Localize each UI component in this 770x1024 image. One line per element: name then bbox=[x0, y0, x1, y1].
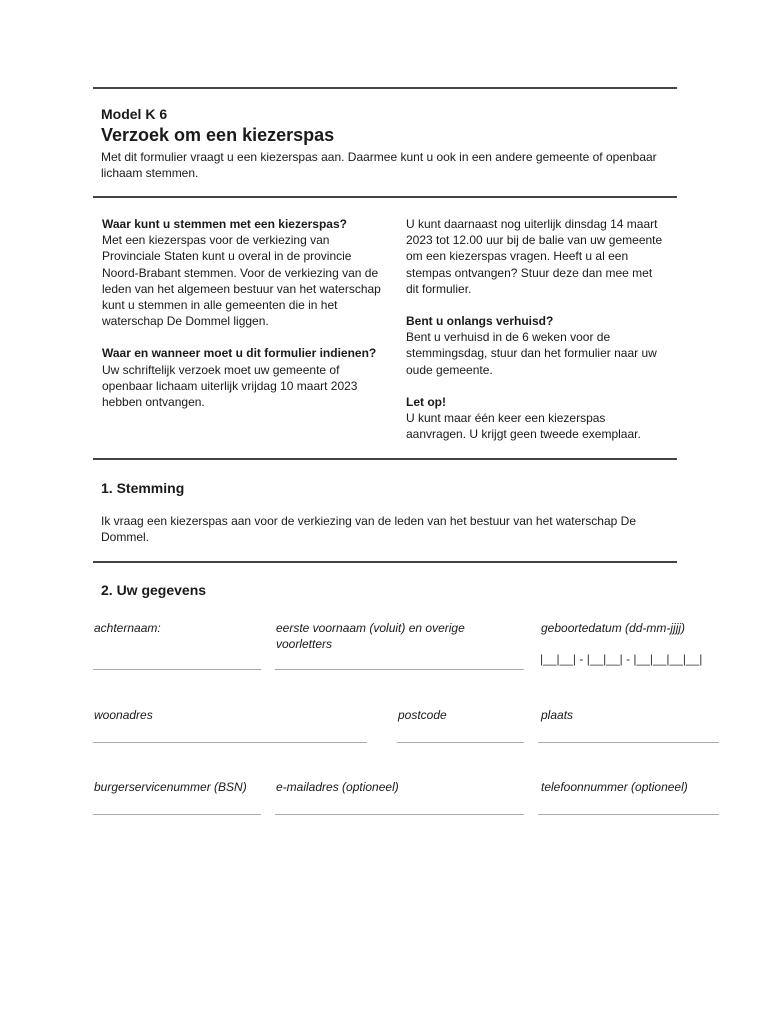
voornaam-label: eerste voornaam (voluit) en overige voorletters bbox=[276, 621, 465, 651]
info-block bbox=[102, 216, 387, 329]
info-block bbox=[406, 394, 668, 443]
telefoon-field[interactable] bbox=[538, 814, 719, 815]
model-number: Model K 6 bbox=[101, 106, 168, 122]
telefoon-label: telefoonnummer (optioneel) bbox=[541, 780, 688, 794]
achternaam-label: achternaam: bbox=[94, 621, 161, 635]
info-text: Uw schriftelijk verzoek moet uw gemeente of openbaar lichaam uiterlijk vrijdag 10 maart 2023 hebben ontvangen. bbox=[102, 362, 358, 410]
postcode-field[interactable] bbox=[397, 742, 524, 743]
info-left-column bbox=[102, 216, 387, 426]
info-heading: Bent u onlangs verhuisd? bbox=[406, 314, 554, 329]
voornaam-field[interactable] bbox=[275, 669, 524, 670]
woonadres-label: woonadres bbox=[94, 708, 153, 722]
intro-text: Met dit formulier vraagt u een kiezerspas aan. Daarmee kunt u ook in een andere gemeente of openbaar lichaam stemmen. bbox=[101, 150, 657, 180]
info-text: Met een kiezerspas voor de verkiezing van Provinciale Staten kunt u overal in de provincie Noord-Brabant stemmen. Voor de verkiezing van de leden van het algemeen bestuur van het waterschap kunt u stemmen in alle gemeenten die in het waterschap De Dommel liggen. bbox=[102, 233, 381, 329]
email-label: e-mailadres (optioneel) bbox=[276, 780, 399, 794]
geboortedatum-label: geboortedatum (dd-mm-jjjj) bbox=[541, 621, 686, 635]
info-rule bbox=[93, 458, 677, 460]
section-1-rule bbox=[93, 561, 677, 563]
postcode-label: postcode bbox=[398, 708, 447, 722]
section-2-title: 2. Uw gegevens bbox=[101, 582, 207, 598]
info-heading: Let op! bbox=[406, 394, 446, 409]
info-heading: Waar en wanneer moet u dit formulier indienen? bbox=[102, 346, 377, 361]
info-block bbox=[102, 345, 387, 410]
info-right-column bbox=[406, 216, 668, 458]
page-title: Verzoek om een kiezerspas bbox=[101, 125, 335, 145]
info-heading: Waar kunt u stemmen met een kiezerspas? bbox=[102, 217, 347, 231]
woonadres-field[interactable] bbox=[93, 742, 367, 743]
info-block bbox=[406, 313, 668, 378]
top-rule bbox=[93, 87, 677, 89]
section-1-title: 1. Stemming bbox=[101, 480, 185, 496]
email-field[interactable] bbox=[275, 814, 524, 815]
info-text: U kunt daarnaast nog uiterlijk dinsdag 14 maart 2023 tot 12.00 uur bij de balie van uw gemeente om een kiezerspas vragen. Heeft u al een stempas ontvangen? Stuur deze dan mee met dit formulier. bbox=[406, 217, 663, 296]
plaats-field[interactable] bbox=[538, 742, 719, 743]
header-rule bbox=[93, 196, 677, 198]
info-text: Bent u verhuisd in de 6 weken voor de stemmingsdag, stuur dan het formulier naar uw oude gemeente. bbox=[406, 330, 657, 377]
achternaam-field[interactable] bbox=[93, 669, 261, 670]
plaats-label: plaats bbox=[541, 708, 574, 722]
geboortedatum-field[interactable]: |__|__| - |__|__| - |__|__|__|__| bbox=[540, 652, 703, 666]
info-text: U kunt maar één keer een kiezerspas aanvragen. U krijgt geen tweede exemplaar. bbox=[406, 411, 641, 442]
bsn-field[interactable] bbox=[93, 814, 261, 815]
section-1-text: Ik vraag een kiezerspas aan voor de verkiezing van de leden van het bestuur van het waterschap De Dommel. bbox=[101, 514, 636, 544]
bsn-label: burgerservicenummer (BSN) bbox=[94, 780, 247, 794]
